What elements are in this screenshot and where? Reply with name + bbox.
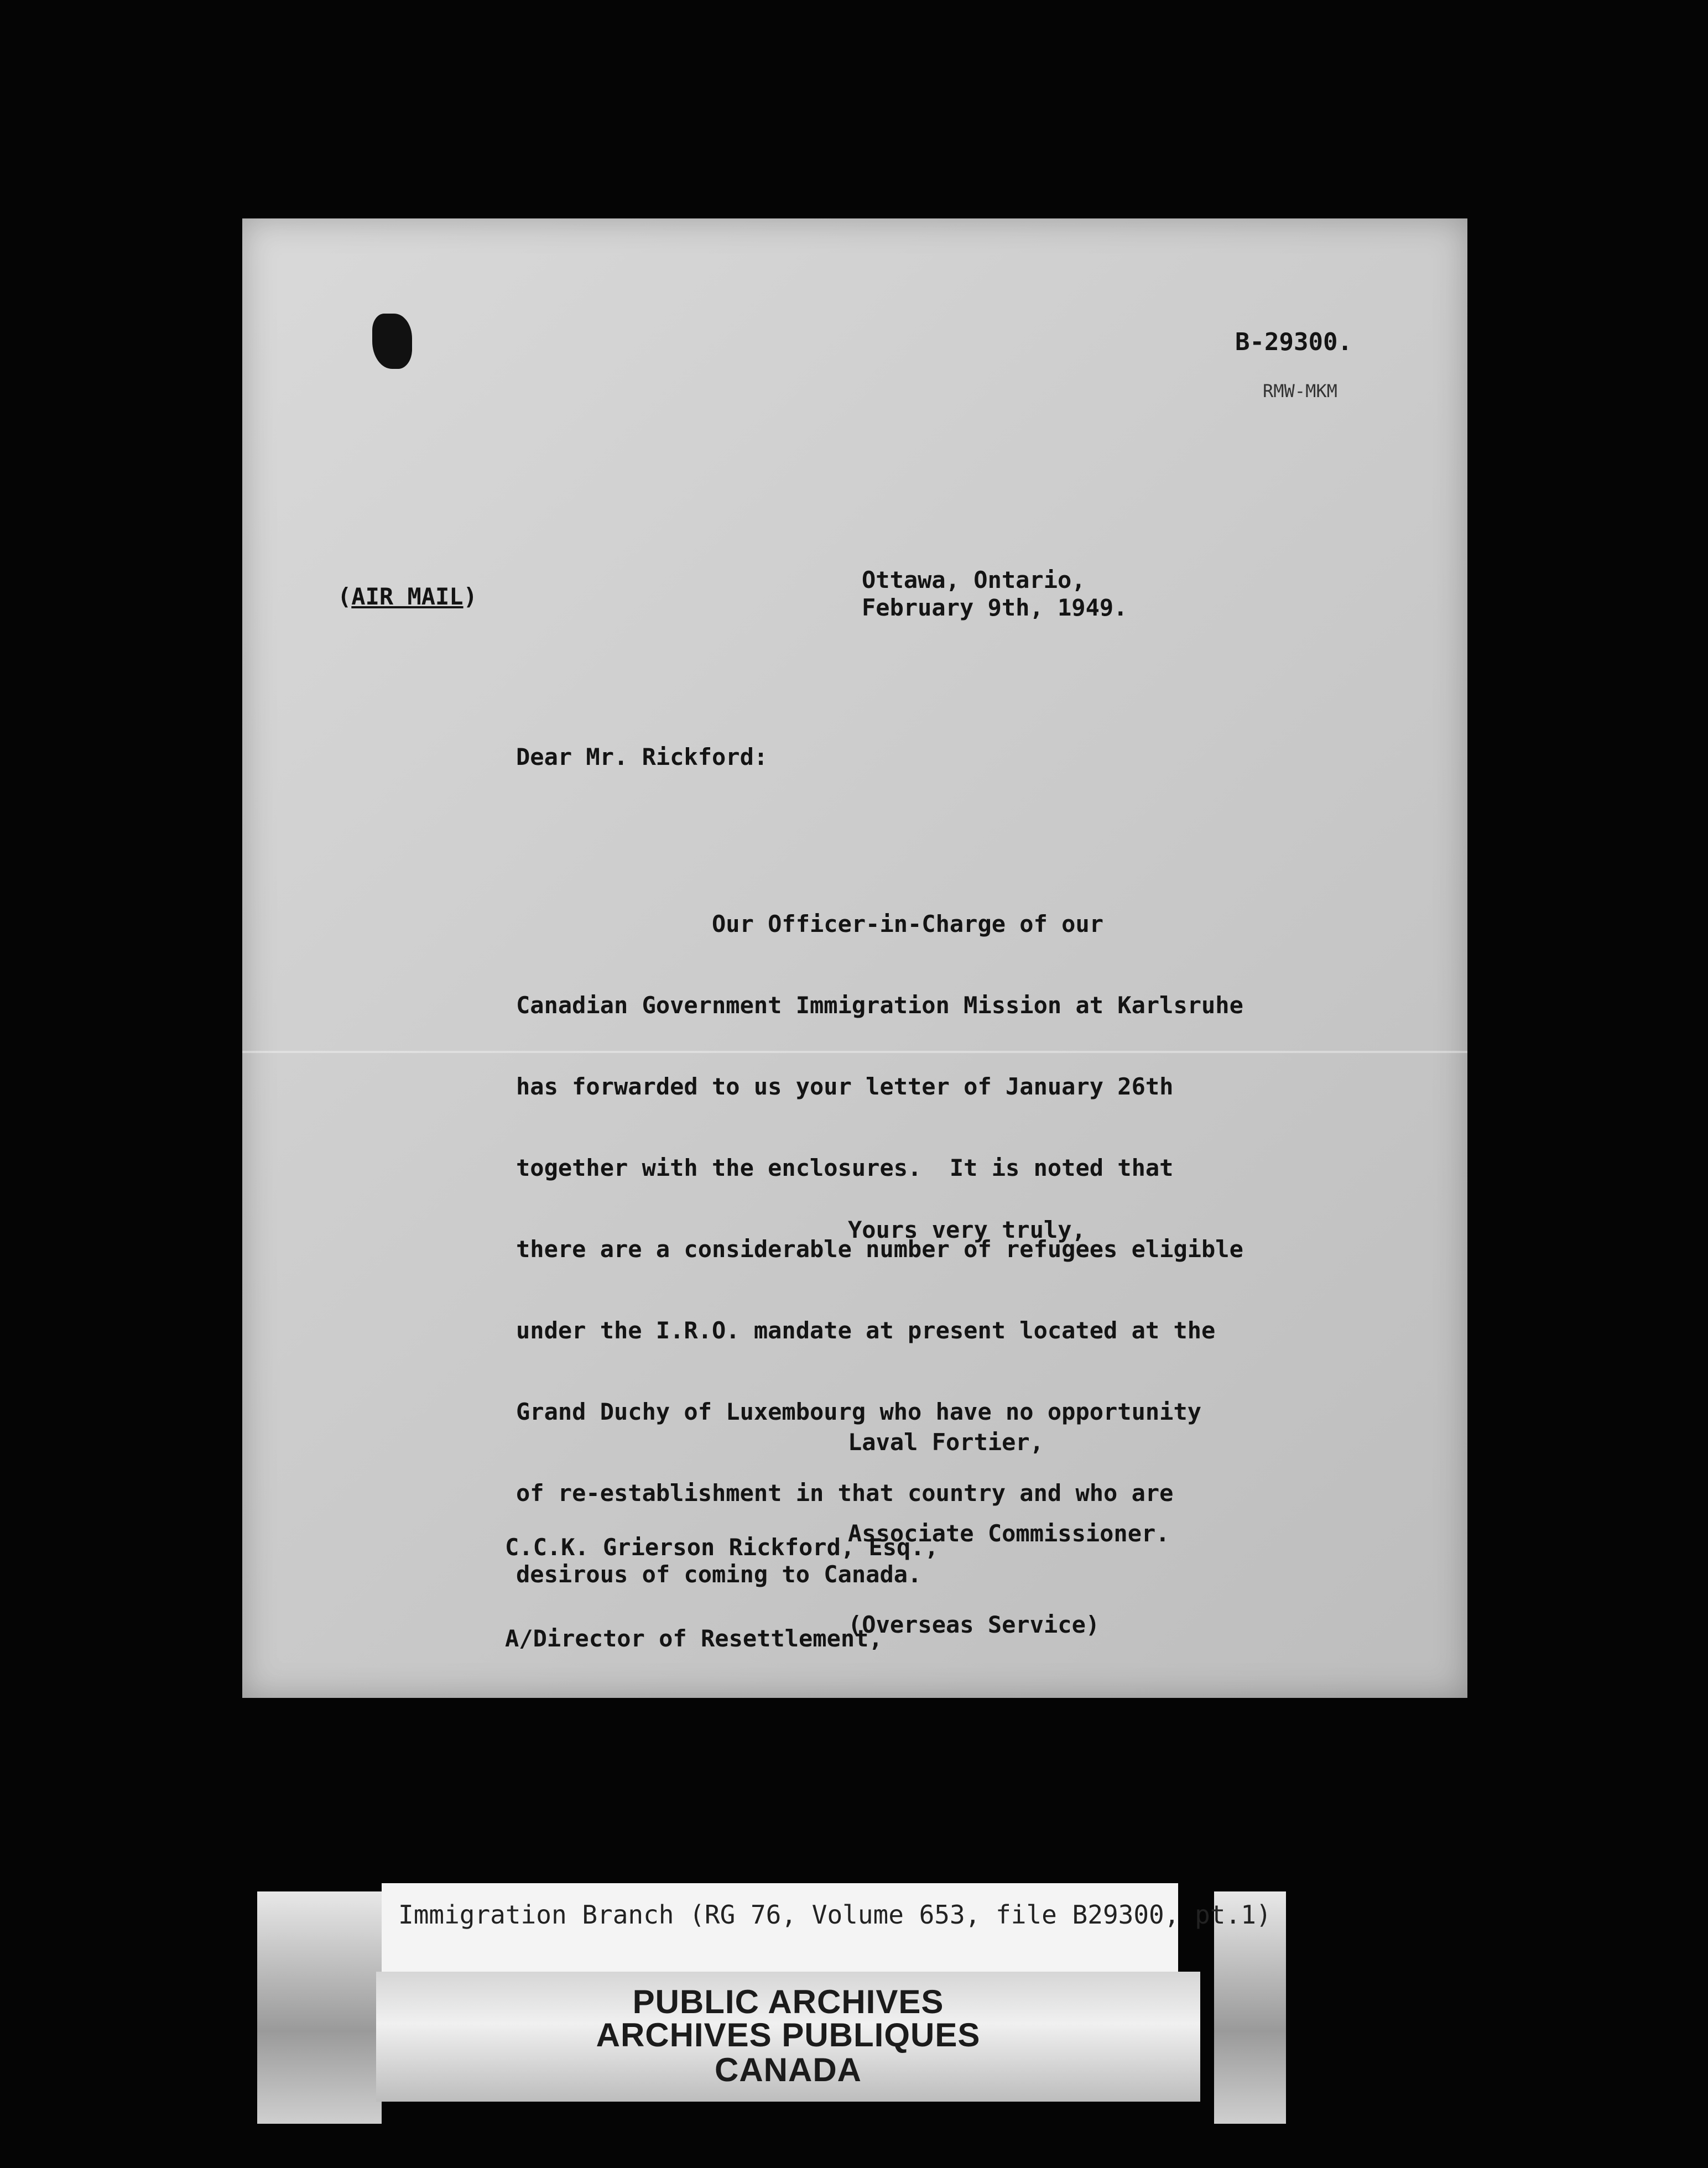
body-line: under the I.R.O. mandate at present located at the — [516, 1317, 1216, 1344]
letter-page — [242, 218, 1467, 1698]
air-mail-text: AIR MAIL — [351, 583, 464, 610]
body-line: desirous of coming to Canada. — [516, 1561, 922, 1588]
letter-place: Ottawa, Ontario, — [862, 566, 1086, 593]
addressee-block — [505, 1471, 994, 1698]
address-line: C.C.K. Grierson Rickford, Esq., — [505, 1534, 939, 1561]
letter-date: February 9th, 1949. — [862, 594, 1128, 621]
address-line: A/Director of Resettlement, — [505, 1625, 883, 1652]
body-line: of re-establishment in that country and who are — [516, 1479, 1174, 1507]
archive-stamp — [376, 1972, 1200, 2102]
signatory-title: Associate Commissioner. — [848, 1520, 1170, 1547]
body-line: Our Officer-in-Charge of our — [516, 910, 1104, 937]
closing: Yours very truly, — [848, 1216, 1086, 1243]
air-mail-notation: (AIR MAIL) — [337, 583, 477, 610]
signatory-name: Laval Fortier, — [848, 1429, 1044, 1456]
archive-reference-label: Immigration Branch (RG 76, Volume 653, file B29300, pt.1) — [398, 1900, 1272, 1930]
signatory-service: (Overseas Service) — [848, 1611, 1100, 1638]
body-line: Canadian Government Immigration Mission at Karlsruhe — [516, 992, 1243, 1019]
body-line: together with the enclosures. It is noted that — [516, 1154, 1174, 1181]
archive-label-strip — [382, 1883, 1272, 1972]
ink-blot — [372, 314, 412, 369]
body-line: has forwarded to us your letter of January 26th — [516, 1073, 1174, 1100]
body-line: Grand Duchy of Luxembourg who have no opportunity — [516, 1398, 1202, 1425]
stamp-line-english: PUBLIC ARCHIVES — [632, 1983, 944, 2020]
film-tab-left — [257, 1891, 382, 2124]
salutation: Dear Mr. Rickford: — [516, 743, 768, 770]
body-line: there are a considerable number of refugees eligible — [516, 1236, 1243, 1263]
stamp-line-french: ARCHIVES PUBLIQUES — [596, 2016, 981, 2054]
typist-initials: RMW-MKM — [1263, 381, 1337, 402]
reference-number: B-29300. — [1235, 328, 1352, 356]
stamp-line-country: CANADA — [715, 2051, 862, 2088]
